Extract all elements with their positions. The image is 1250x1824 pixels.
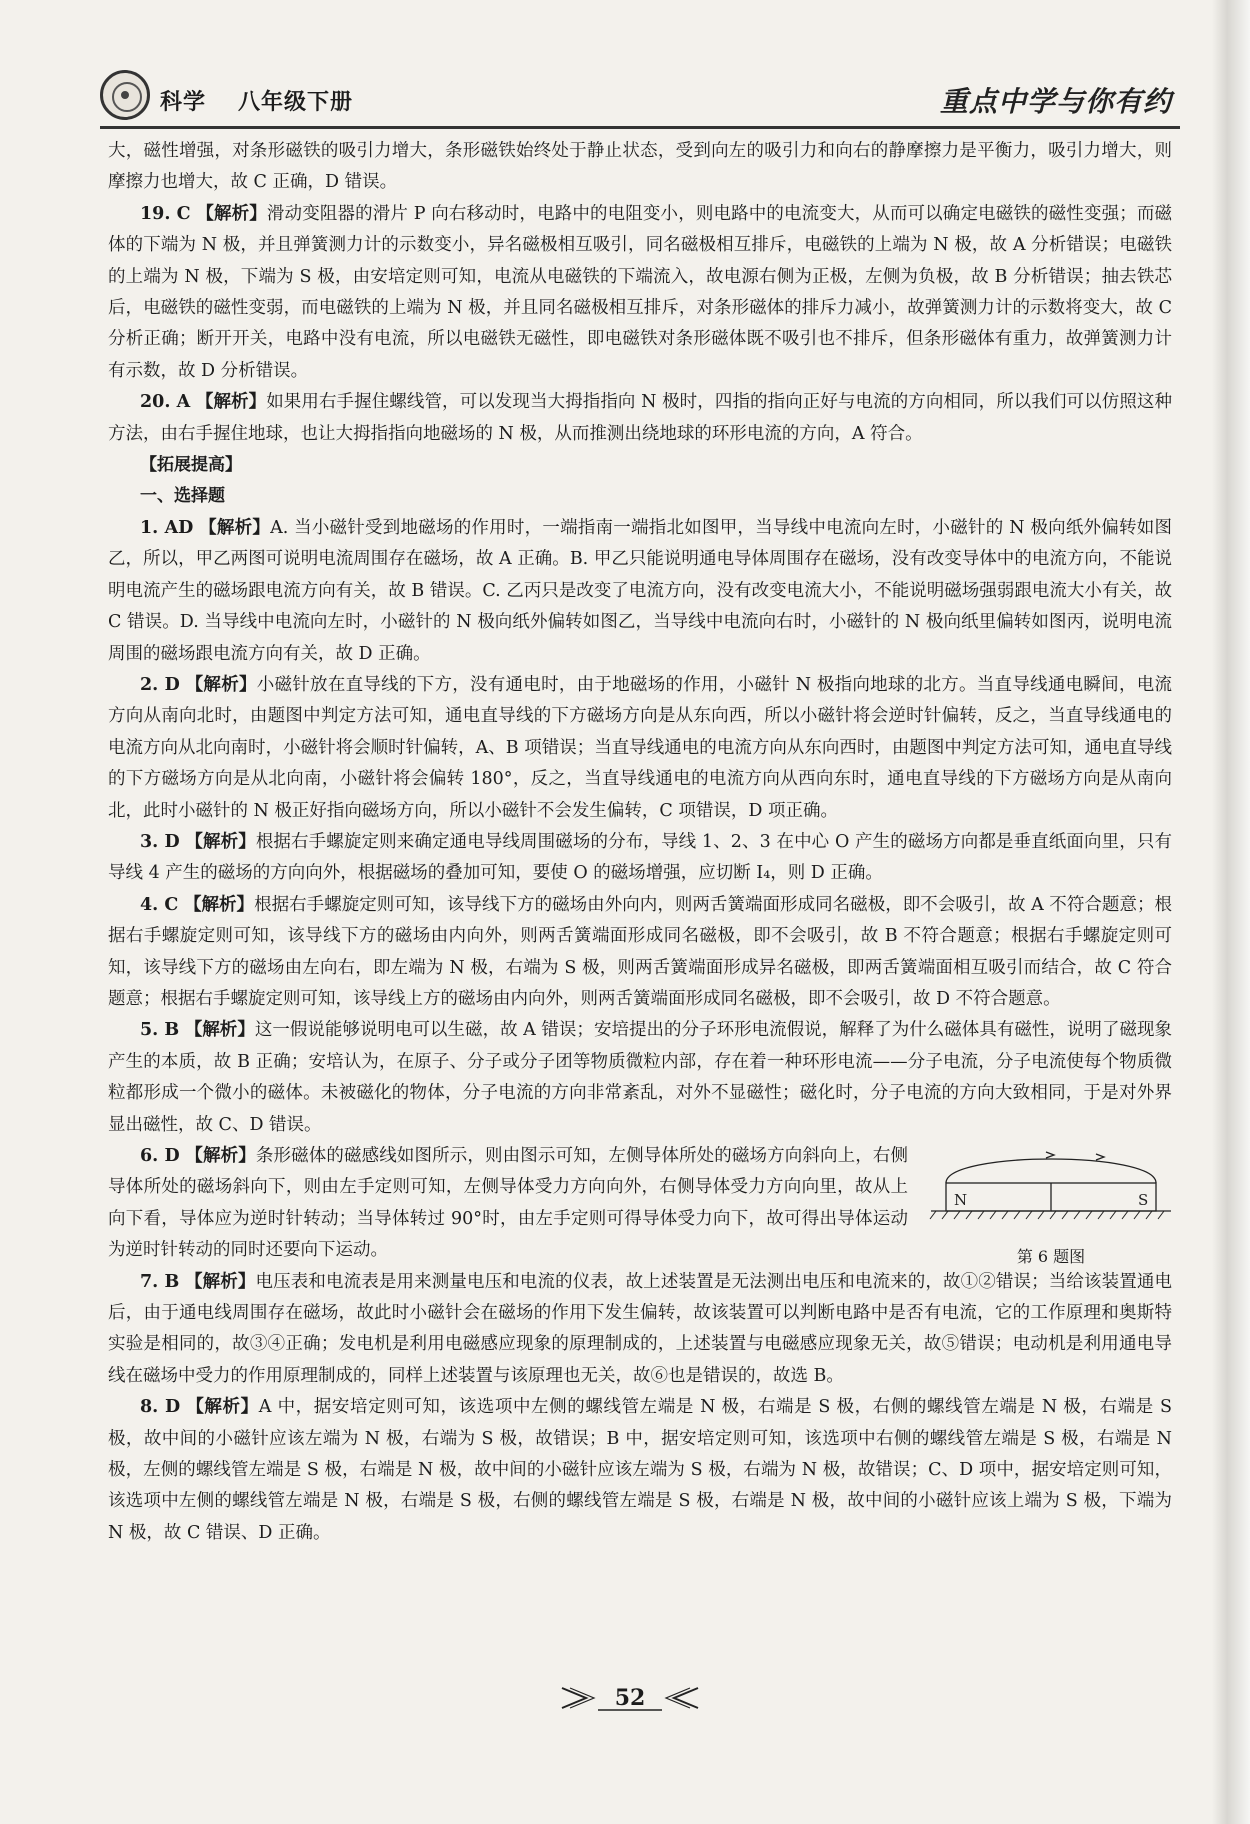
analysis-tag: 【解析】 <box>185 831 256 852</box>
analysis-tag: 【解析】 <box>195 392 267 413</box>
answer-7 <box>108 1267 1172 1393</box>
subject-label: 科学 <box>160 90 207 115</box>
answer-text: 条形磁体的磁感线如图所示，则由图示可知，左侧导体所处的磁场方向斜向上，右侧导体所处的磁场斜向下，则由左手定则可知，左侧导体受力方向向外，右侧导体受力方向向里，故从上向下看，导体应为逆时针转动；当导体转过 90°时，由左手定则可得导体受力向下，故可得出导体运动为逆时针转动的同时还要向下运动。 <box>108 1146 908 1261</box>
answer-2 <box>108 670 1172 827</box>
bar-magnet-diagram <box>926 1141 1176 1241</box>
analysis-tag: 【解析】 <box>185 1146 256 1166</box>
analysis-tag: 【解析】 <box>185 674 257 695</box>
answer-text: 小磁针放在直导线的下方，没有通电时，由于地磁场的作用，小磁针 N 极指向地球的北方。当直导线通电瞬间，电流方向从南向北时，由题图中判定方法可知，通电直导线的下方磁场方向是从东向西，所以小磁针将会逆时针偏转，反之，当直导线通电的电流方向从北向南时，小磁针将会顺时针偏转，A、B 项错误；当直导线通电的电流方向从东向西时，由题图中判定方法可知，通电直导线的下方磁场方向是从北向南，小磁针将会偏转 180°，反之，当直导线通电的电流方向从西向东时，通电直导线的下方磁场方向是从南向北，此时小磁针的 N 极正好指向磁场方向，所以小磁针不会发生偏转，C 项错误，D 项正确。 <box>108 674 1172 821</box>
page-number: 52 <box>614 1685 646 1711</box>
answer-number: 6. D <box>140 1146 180 1166</box>
analysis-tag: 【解析】 <box>186 1397 259 1418</box>
analysis-tag: 【解析】 <box>184 1020 255 1041</box>
continued-paragraph: 大，磁性增强，对条形磁铁的吸引力增大，条形磁铁始终处于静止状态，受到向左的吸引力和向右的静摩擦力是平衡力，吸引力增大，则摩擦力也增大，故 C 正确，D 错误。 <box>108 141 1172 193</box>
answer-19 <box>108 199 1172 387</box>
answer-6 <box>108 1141 908 1267</box>
answer-20 <box>108 387 1172 450</box>
north-pole-label: N <box>954 1191 968 1209</box>
answer-8 <box>108 1392 1172 1549</box>
south-pole-label: S <box>1138 1191 1149 1209</box>
answer-text: 根据右手螺旋定则可知，该导线下方的磁场由外向内，则两舌簧端面形成同名磁极，即不会吸引，故 A 不符合题意；根据右手螺旋定则可知，该导线下方的磁场由内向外，则两舌簧端面形成同名磁极，即不会吸引，故 B 不符合题意；根据右手螺旋定则可知，该导线下方的磁场由左向右，即左端为 N 极，右端为 S 极，则两舌簧端面形成异名磁极，即两舌簧端面相互吸引而结合，故 C 符合题意；根据右手螺旋定则可知，该导线上方的磁场由内向外，则两舌簧端面形成同名磁极，即不会吸引，故 D 不符合题意。 <box>108 894 1173 1009</box>
answer-number: 7. B <box>140 1271 180 1292</box>
subsection-heading: 一、选择题 <box>140 486 225 507</box>
figure-caption: 第 6 题图 <box>1016 1247 1086 1266</box>
answer-text: A. 当小磁针受到地磁场的作用时，一端指南一端指北如图甲，当导线中电流向左时，小磁针的 N 极向纸外偏转如图乙，所以，甲乙两图可说明电流周围存在磁场，故 A 正确。B. 甲乙只能说明通电导体周围存在磁场，没有改变导体中的电流方向，不能说明电流产生的磁场跟电流方向有关，故 B 错误。C. 乙丙只是改变了电流方向，没有改变电流大小，不能说明磁场强弱跟电流大小有关，故 C 错误。D. 当导线中电流向左时，小磁针的 N 极向纸外偏转如图乙，当导线中电流向右时，小磁针的 N 极向纸里偏转如图丙，说明电流周围的磁场跟电流方向有关，故 D 正确。 <box>108 517 1172 664</box>
answer-4 <box>108 890 1172 1016</box>
answer-number: 4. C <box>140 894 179 915</box>
answer-number: 1. AD <box>140 517 194 538</box>
answer-text: 根据右手螺旋定则来确定通电导线周围磁场的分布，导线 1、2、3 在中心 O 产生的磁场方向都是垂直纸面向里，只有导线 4 产生的磁场的方向向外，根据磁场的叠加可知，要使 O 的磁场增强，应切断 I₄，则 D 正确。 <box>108 831 1172 884</box>
answer-text: 滑动变阻器的滑片 P 向右移动时，电路中的电阻变小，则电路中的电流变大，从而可以确定电磁铁的磁性变强；而磁体的下端为 N 极，并且弹簧测力计的示数变小，异名磁极相互吸引，同名磁极相互排斥，电磁铁的上端为 N 极，故 A 分析错误；电磁铁的上端为 N 极，下端为 S 极，由安培定则可知，电流从电磁铁的下端流入，故电源右侧为正极，左侧为负极，故 B 分析错误；抽去铁芯后，电磁铁的磁性变弱，而电磁铁的上端为 N 极，并且同名磁极相互排斥，对条形磁体的排斥力减小，故弹簧测力计的示数将变大，故 C 分析正确；断开开关，电路中没有电流，所以电磁铁无磁性，即电磁铁对条形磁体既不吸引也不排斥，但条形磁体有重力，故弹簧测力计有示数，故 D 分析错误。 <box>108 203 1173 381</box>
answer-3 <box>108 827 1172 890</box>
answer-number: 5. B <box>140 1020 180 1041</box>
page-edge-shadow <box>1212 0 1250 1824</box>
answer-text: A 中，据安培定则可知，该选项中左侧的螺线管左端是 N 极，右端是 S 极，右侧的螺线管左端是 N 极，右端是 S 极，故中间的小磁针应该左端为 N 极，右端为 S 极，故错误；B 中，据安培定则可知，该选项中右侧的螺线管左端是 S 极，右端是 N 极，左侧的螺线管左端是 S 极，右端是 N 极，故中间的小磁针应该左端为 S 极，右端为 N 极，故错误；C、D 项中，据安培定则可知，该选项中左侧的螺线管左端是 N 极，右端是 S 极，右侧的螺线管左端是 S 极，右端是 N 极，故中间的小磁针应该上端为 S 极，下端为 N 极，故 C 错误、D 正确。 <box>108 1397 1172 1543</box>
answer-text: 如果用右手握住螺线管，可以发现当大拇指指向 N 极时，四指的指向正好与电流的方向相同，所以我们可以仿照这种方法，由右手握住地球，也让大拇指指向地磁场的 N 极，从而推测出绕地球的环形电流的方向，A 符合。 <box>108 392 1172 444</box>
brand-title: 重点中学与你有约 <box>939 85 1172 118</box>
analysis-tag: 【解析】 <box>199 517 271 538</box>
analysis-tag: 【解析】 <box>184 1271 256 1292</box>
answer-number: 2. D <box>140 674 180 695</box>
answer-number: 3. D <box>140 831 180 852</box>
answer-number: 20. A <box>140 392 191 413</box>
header-divider <box>100 126 1180 129</box>
answer-1 <box>108 513 1172 670</box>
answer-number: 19. C <box>140 203 191 224</box>
page-header <box>100 62 1180 122</box>
school-logo-icon <box>100 70 150 120</box>
section-heading: 【拓展提高】 <box>140 455 242 476</box>
page-footer <box>560 1680 700 1716</box>
figure-6 <box>926 1141 1176 1271</box>
answer-6-block <box>108 1141 1172 1267</box>
grade-label: 八年级下册 <box>238 90 354 115</box>
answer-number: 8. D <box>140 1397 181 1418</box>
analysis-tag: 【解析】 <box>183 894 255 915</box>
analysis-tag: 【解析】 <box>196 203 267 224</box>
answer-5 <box>108 1015 1172 1141</box>
answer-text: 这一假说能够说明电可以生磁，故 A 错误；安培提出的分子环形电流假说，解释了为什么磁体具有磁性，说明了磁现象产生的本质，故 B 正确；安培认为，在原子、分子或分子团等物质微粒内部，存在着一种环形电流——分子电流，分子电流使每个物质微粒都形成一个微小的磁体。未被磁化的物体，分子电流的方向非常紊乱，对外不显磁性；磁化时，分子电流的方向大致相同，于是对外界显出磁性，故 C、D 错误。 <box>108 1020 1172 1135</box>
answer-text: 电压表和电流表是用来测量电压和电流的仪表，故上述装置是无法测出电压和电流来的，故①②错误；当给该装置通电后，由于通电线周围存在磁场，故此时小磁针会在磁场的作用下发生偏转，故该装置可以判断电路中是否有电流，它的工作原理和奥斯特实验是相同的，故③④正确；发电机是利用电磁感应现象的原理制成的，上述装置与电磁感应现象无关，故⑤错误；电动机是利用通电导线在磁场中受力的作用原理制成的，同样上述装置与该原理也无关，故⑥也是错误的，故选 B。 <box>108 1271 1172 1386</box>
answer-content <box>108 136 1172 1549</box>
